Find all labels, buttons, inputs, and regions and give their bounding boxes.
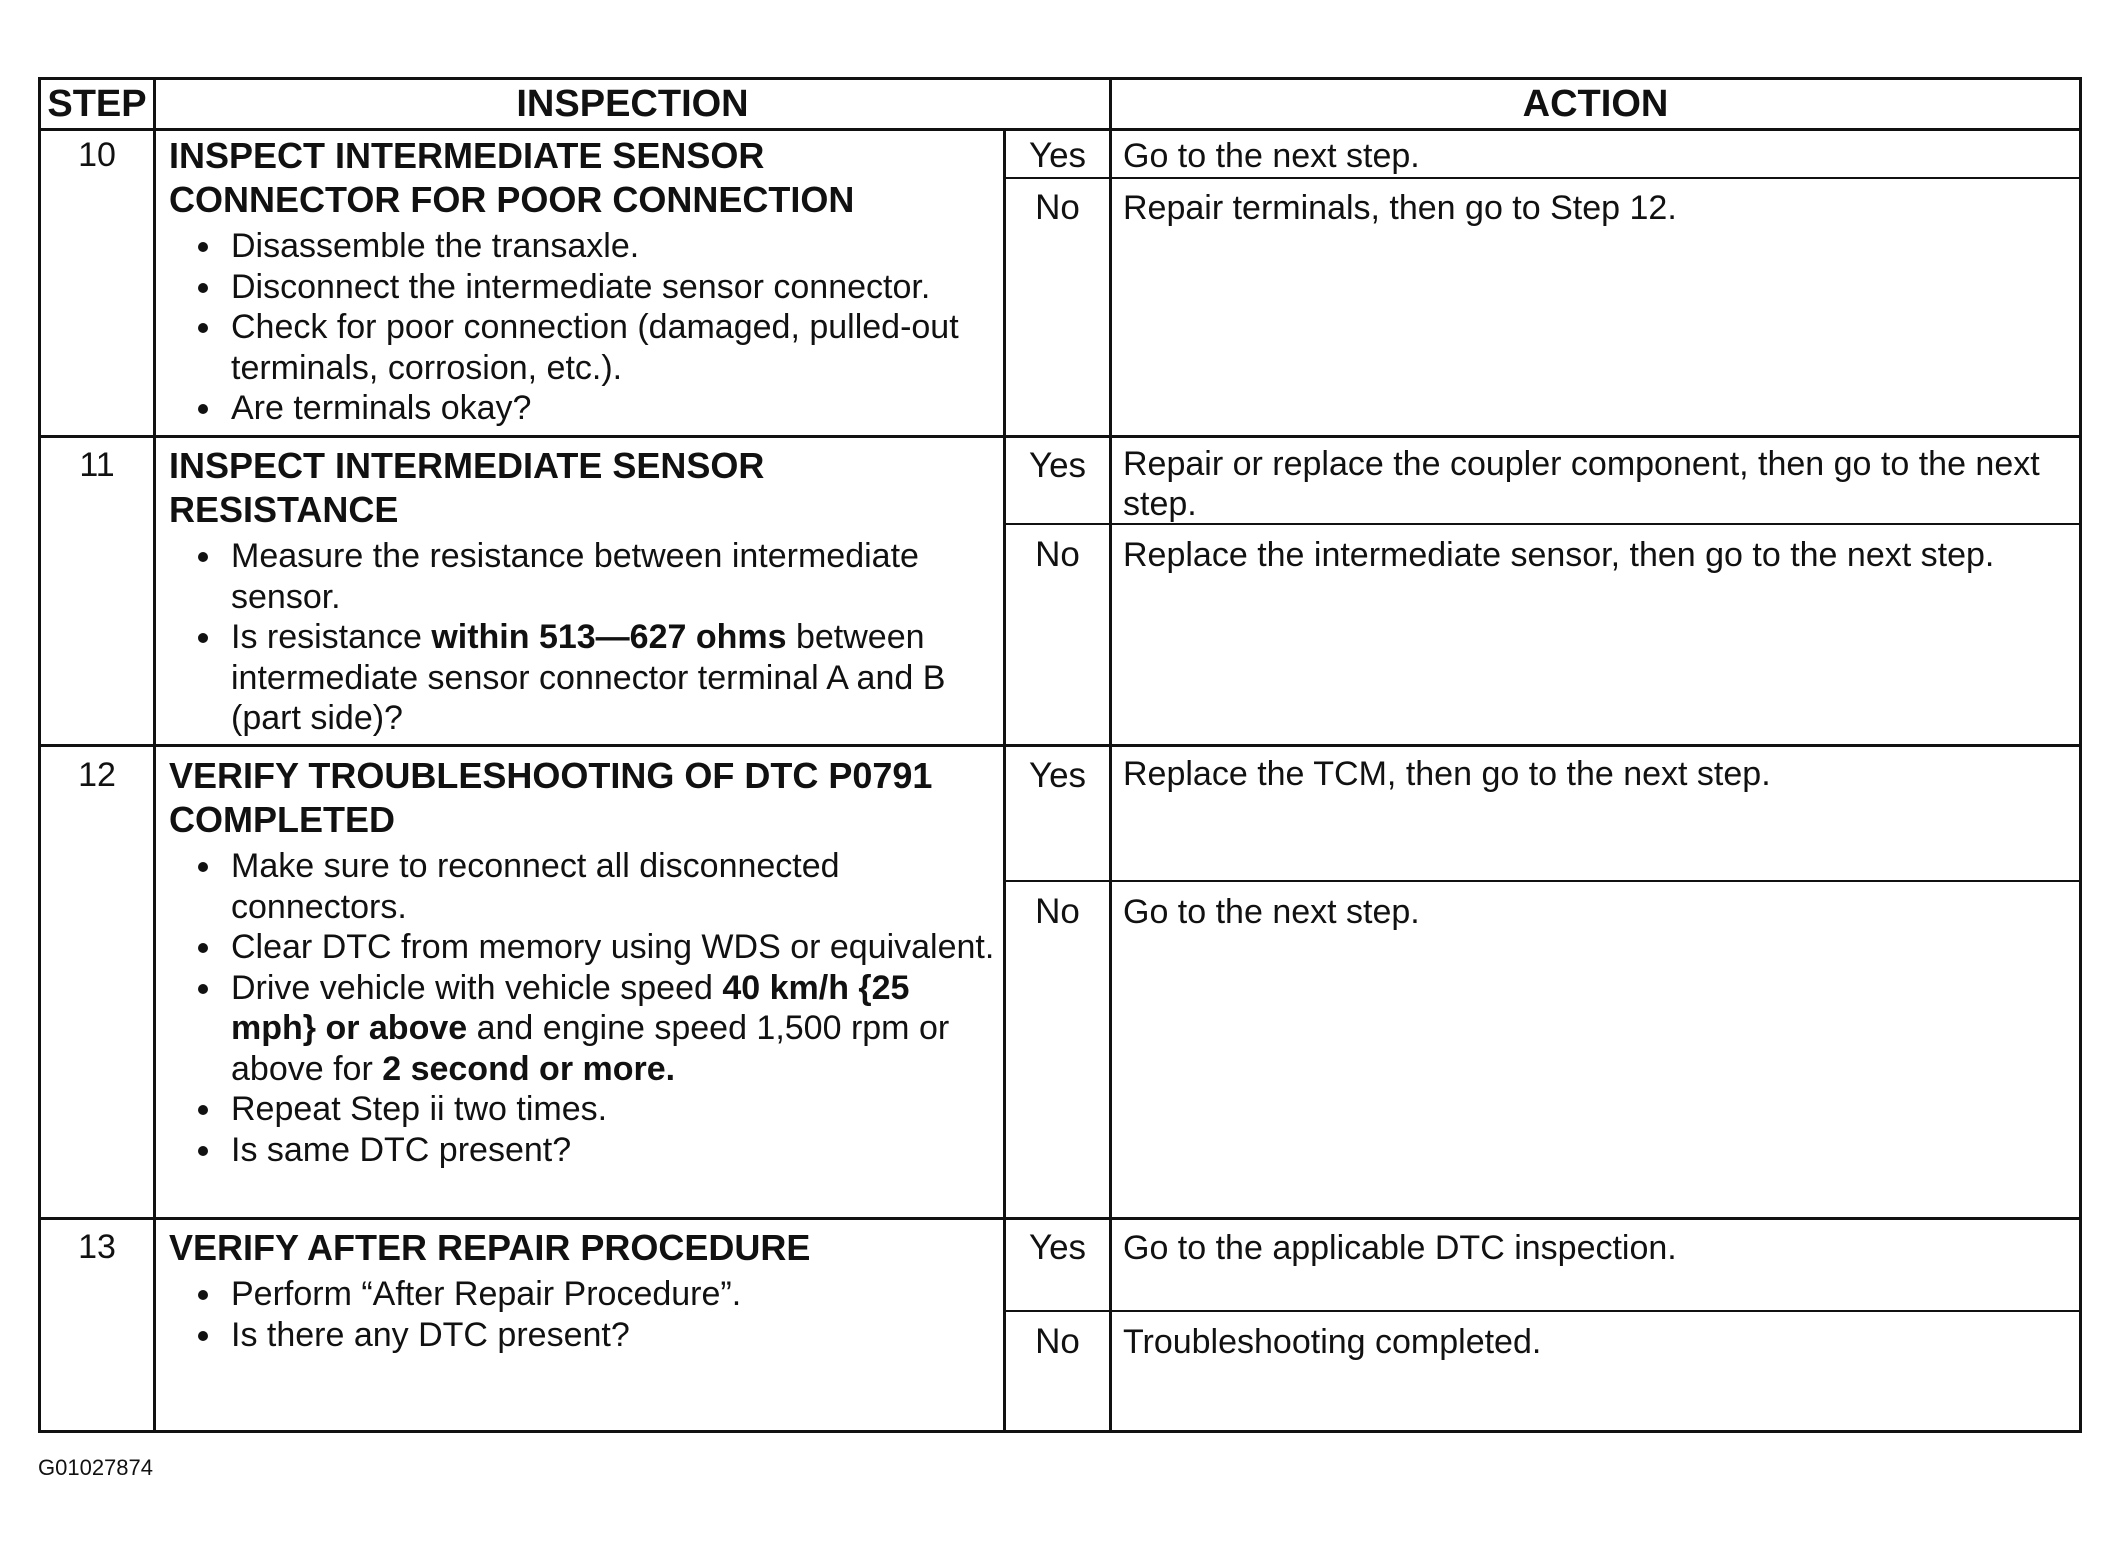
yes-label: Yes (1028, 136, 1087, 175)
diagnostic-table (38, 77, 2082, 1433)
inspection-bullets (169, 226, 999, 429)
no-label: No (1035, 1322, 1080, 1361)
bullet-item: • Disassemble the transaxle. (225, 226, 999, 267)
step-number: 13 (78, 1228, 116, 1266)
no-label: No (1035, 892, 1080, 931)
row-divider-12-13 (41, 1217, 2079, 1220)
no-label: No (1035, 188, 1080, 227)
bullet-text: between intermediate sensor connector terminal A and B (part side)? (231, 618, 946, 737)
inspection-title: RESISTANCE (169, 489, 399, 530)
row-divider-10-11 (41, 435, 2079, 438)
inspection-cell (169, 1226, 999, 1355)
bullet-item: • Is same DTC present? (225, 1130, 999, 1171)
bullet-item: • Check for poor connection (damaged, pulled-out terminals, corrosion, etc.). (225, 307, 999, 388)
row-divider-11-12 (41, 744, 2079, 747)
bullet-item (225, 617, 999, 739)
bullet-item: • Is there any DTC present? (225, 1315, 999, 1356)
inspection-cell (169, 134, 999, 429)
bullet-text: Drive vehicle with vehicle speed (231, 968, 723, 1007)
yes-no-divider-13 (1003, 1310, 2079, 1312)
no-label: No (1035, 535, 1080, 574)
bullet-item: • Disconnect the intermediate sensor connector. (225, 267, 999, 308)
inspection-bullets (169, 536, 999, 739)
bullet-item (225, 968, 999, 1090)
resistance-spec: within 513—627 ohms (431, 618, 787, 656)
bullet-item: • Clear DTC from memory using WDS or equivalent. (225, 927, 999, 968)
inspection-title: VERIFY TROUBLESHOOTING OF DTC P0791 (169, 755, 933, 796)
yes-label: Yes (1028, 756, 1087, 795)
action-no: Troubleshooting completed. (1123, 1323, 1542, 1361)
header-inspection: INSPECTION (516, 83, 749, 125)
speed-spec: 40 km/h {25 mph} or above (231, 968, 910, 1047)
inspection-bullets (169, 846, 999, 1170)
row-divider-header (41, 128, 2079, 131)
bullet-item: • Perform “After Repair Procedure”. (225, 1274, 999, 1315)
yes-no-divider-12 (1003, 880, 2079, 882)
yes-label: Yes (1028, 446, 1087, 485)
step-number: 12 (78, 756, 116, 794)
inspection-cell (169, 754, 999, 1170)
action-yes: Go to the next step. (1123, 137, 1420, 175)
yes-no-divider-10 (1003, 177, 2079, 179)
inspection-title: COMPLETED (169, 799, 396, 840)
figure-id: G01027874 (38, 1455, 153, 1480)
inspection-title: VERIFY AFTER REPAIR PROCEDURE (169, 1227, 811, 1268)
action-yes: Replace the TCM, then go to the next step. (1123, 755, 1771, 793)
header-action: ACTION (1522, 83, 1669, 125)
action-yes: Go to the applicable DTC inspection. (1123, 1229, 1677, 1267)
bullet-item: • Make sure to reconnect all disconnected connectors. (225, 846, 999, 927)
bullet-text: and engine speed 1,500 rpm or above for (231, 1009, 950, 1088)
bullet-item: • Repeat Step ii two times. (225, 1089, 999, 1130)
header-step: STEP (47, 83, 147, 125)
step-number: 10 (78, 136, 116, 174)
bullet-item: • Measure the resistance between intermediate sensor. (225, 536, 999, 617)
col-divider-inspection (1109, 80, 1112, 1430)
inspection-title: INSPECT INTERMEDIATE SENSOR (169, 135, 765, 176)
action-no: Replace the intermediate sensor, then go to the next step. (1123, 536, 1995, 574)
action-yes: Repair or replace the coupler component, then go to the next step. (1123, 445, 2040, 523)
bullet-text: Is resistance (231, 618, 432, 656)
action-no: Go to the next step. (1123, 893, 1420, 931)
col-divider-step (153, 80, 156, 1430)
step-number: 11 (79, 446, 115, 484)
action-no: Repair terminals, then go to Step 12. (1123, 189, 1677, 227)
inspection-title: CONNECTOR FOR POOR CONNECTION (169, 179, 855, 220)
yes-label: Yes (1028, 1228, 1087, 1267)
duration-spec: 2 second or more. (382, 1049, 676, 1088)
inspection-bullets (169, 1274, 999, 1355)
inspection-title: INSPECT INTERMEDIATE SENSOR (169, 445, 765, 486)
bullet-item: • Are terminals okay? (225, 388, 999, 429)
inspection-cell (169, 444, 999, 739)
